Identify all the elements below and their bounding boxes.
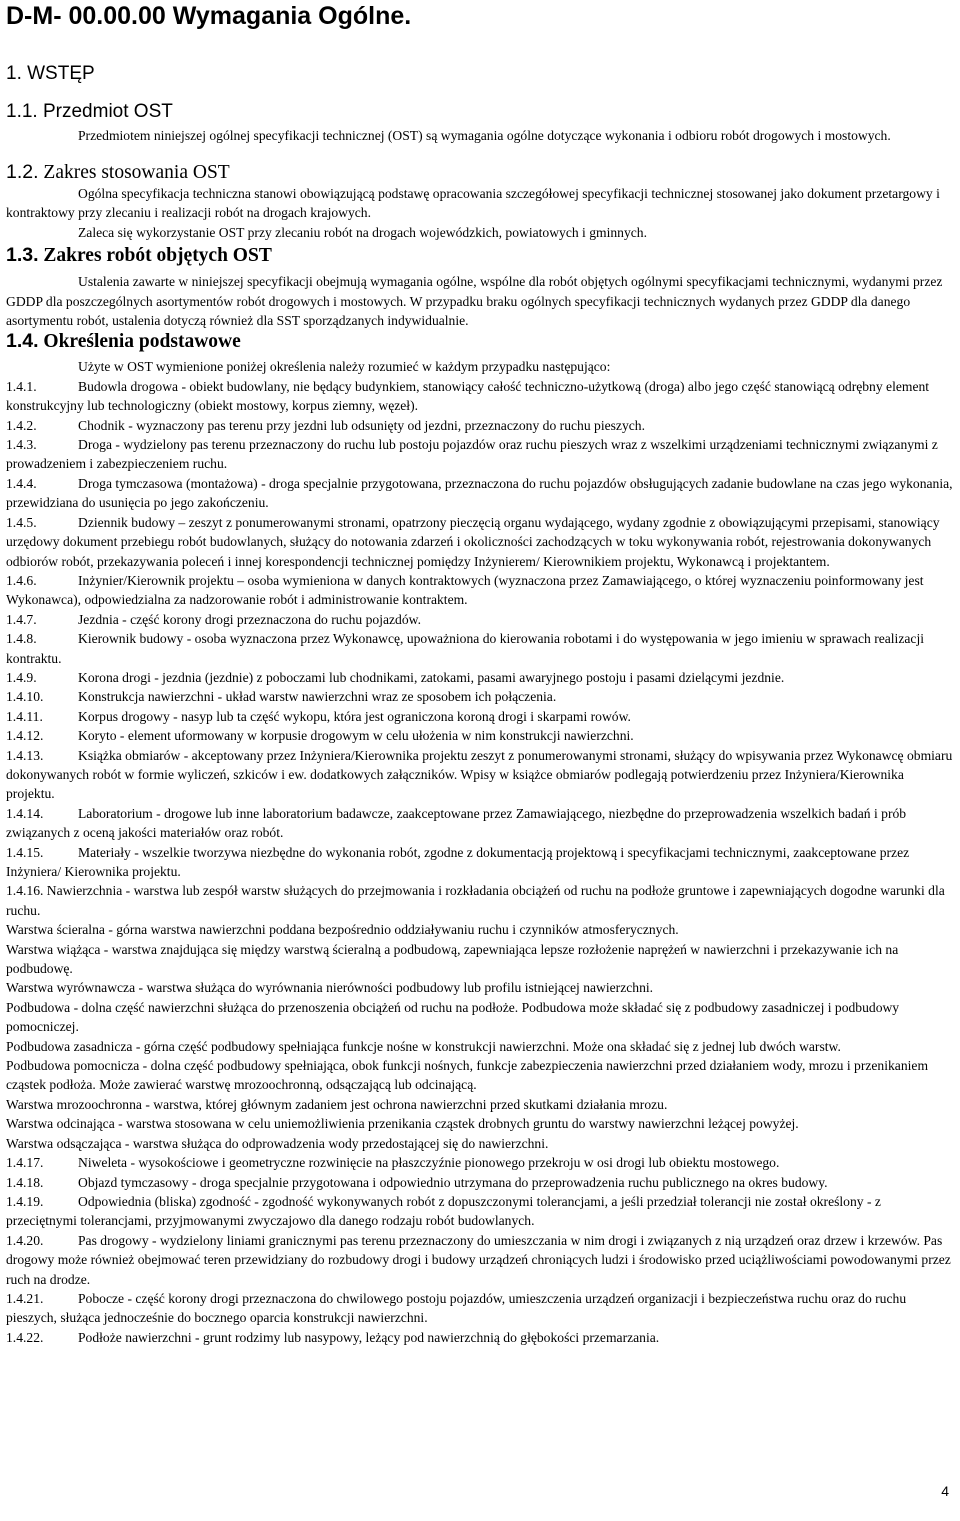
heading-text: Przedmiot OST	[42, 101, 173, 122]
layer-definition: Warstwa mrozoochronna - warstwa, której głównym zadaniem jest ochrona nawierzchni przed skutkami działania mrozu.	[6, 1096, 668, 1112]
definition-text: Chodnik - wyznaczony pas terenu przy jezdni lub odsunięty od jezdni, przeznaczony do ruchu pieszych.	[78, 417, 645, 433]
definition-number: 1.4.2.	[6, 417, 37, 433]
definition-item	[6, 1173, 954, 1192]
definition-text: Koryto - element uformowany w korpusie drogowym w celu ułożenia w nim konstrukcji nawierzchni.	[78, 728, 634, 744]
page-number: 4	[941, 1483, 949, 1499]
definition-1-4-16: 1.4.16. Nawierzchnia - warstwa lub zespół warstw służących do przejmowania i rozkładania obciążeń od ruchu na podłoże gruntowe i zapewniających dogodne warunki dla ruchu.	[6, 883, 945, 918]
definition-item	[6, 629, 954, 668]
definition-text: Odpowiednia (bliska) zgodność - zgodność wykonywanych robót z dopuszczonymi tolerancjami, a jeśli przedział tolerancji nie został określony - z przeciętnymi tolerancjami, przyjmowanymi zwyczajowo dla danego rodzaju robót budowlanych.	[6, 1193, 881, 1229]
layers-list	[6, 920, 954, 1153]
definition-item	[6, 726, 954, 745]
definition-number: 1.4.6.	[6, 572, 37, 588]
definition-text: Droga - wydzielony pas terenu przeznaczony do ruchu lub postoju pojazdów oraz ruchu pieszych wraz z wszelkimi urządzeniami technicznymi związanymi z prowadzeniem i zabezpieczeniem ruchu.	[6, 437, 938, 472]
layer-definition: Warstwa ścieralna - górna warstwa nawierzchni poddana bezpośrednio oddziaływaniu ruchu i czynników atmosferycznych.	[6, 922, 679, 938]
definition-item	[6, 843, 954, 882]
definition-number: 1.4.13.	[6, 747, 44, 763]
section-heading-1-4	[6, 332, 241, 351]
heading-number: 1.2.	[6, 161, 39, 183]
heading-text: Zakres stosowania OST	[43, 162, 230, 183]
document-title: D-M- 00.00.00 Wymagania Ogólne.	[6, 2, 412, 30]
layer-definition: Podbudowa pomocnicza - dolna część podbudowy spełniająca, obok funkcji nośnych, funkcje zabezpieczenia nawierzchni przed działaniem wody, mrozu i przenikaniem cząstek podłoża. Może zawierać warstwę mrozoochronną, odsączającą lub odcinającą.	[6, 1058, 929, 1093]
definition-number: 1.4.22.	[6, 1329, 44, 1345]
definition-number: 1.4.5.	[6, 514, 37, 530]
definition-number: 1.4.20.	[6, 1232, 44, 1248]
definition-text: Inżynier/Kierownik projektu – osoba wymieniona w danych kontraktowych (wyznaczona przez Zamawiającego, o której wyznaczeniu poinformowany jest Wykonawca), odpowiedzialna za nadzorowanie robót i administrowanie kontraktem.	[6, 572, 924, 608]
definition-item	[6, 513, 954, 571]
definition-item	[6, 610, 954, 629]
definition-item	[6, 416, 954, 435]
definition-item	[6, 746, 954, 804]
definition-item	[6, 804, 954, 843]
definition-item	[6, 474, 954, 513]
definition-number: 1.4.14.	[6, 805, 44, 821]
layer-definition: Warstwa wiążąca - warstwa znajdująca się między warstwą ścieralną a podbudową, zapewniająca lepsze rozłożenie naprężeń w nawierzchni i przekazywanie ich na podbudowę.	[6, 941, 899, 977]
definition-item	[6, 1289, 954, 1328]
definition-item	[6, 1192, 954, 1231]
definition-text: Jezdnia - część korony drogi przeznaczona do ruchu pojazdów.	[78, 611, 421, 627]
definition-item	[6, 687, 954, 706]
definition-number: 1.4.12.	[6, 728, 44, 744]
definition-text: Budowla drogowa - obiekt budowlany, nie będący budynkiem, stanowiący całość techniczno-użytkową (droga) albo jego część stanowiącą odrębny element konstrukcyjny lub technologiczny (obiekt mostowy, korpus ziemny, węzeł).	[6, 378, 930, 414]
definition-number: 1.4.21.	[6, 1290, 44, 1306]
layer-definition: Warstwa wyrównawcza - warstwa służąca do wyrównania nierówności podbudowy lub profilu istniejącej nawierzchni.	[6, 980, 654, 996]
heading-number: 1.3.	[6, 244, 39, 267]
heading-text: Określenia podstawowe	[43, 331, 241, 353]
paragraph-1-2-b: Zaleca się wykorzystanie OST przy zlecaniu robót na drogach wojewódzkich, powiatowych i gminnych.	[78, 224, 647, 240]
definition-number: 1.4.9.	[6, 669, 37, 685]
definition-item	[6, 668, 954, 687]
definition-number: 1.4.19.	[6, 1193, 44, 1209]
definitions-list	[6, 377, 954, 882]
definition-text: Materiały - wszelkie tworzywa niezbędne do wykonania robót, zgodne z dokumentacją projektową i specyfikacjami technicznymi, zaakceptowane przez Inżyniera/ Kierownika projektu.	[6, 844, 910, 879]
definition-number: 1.4.10.	[6, 689, 44, 705]
layer-definition: Podbudowa zasadnicza - górna część podbudowy spełniająca funkcje nośne w konstrukcji nawierzchni. Może ona składać się z jednej lub dwóch warstw.	[6, 1038, 841, 1054]
definition-text: Konstrukcja nawierzchni - układ warstw nawierzchni wraz ze sposobem ich połączenia.	[78, 689, 557, 705]
section-heading-1-3	[6, 246, 272, 265]
definition-text: Objazd tymczasowy - droga specjalnie przygotowana i odpowiednio utrzymana do przeprowadzenia ruchu publicznego na okres budowy.	[78, 1174, 828, 1190]
layer-definition: Podbudowa - dolna część nawierzchni służąca do przenoszenia obciążeń od ruchu na podłoże. Podbudowa może składać się z podbudowy zasadniczej i podbudowy pomocniczej.	[6, 999, 900, 1035]
paragraph-1-2-a: Ogólna specyfikacja techniczna stanowi obowiązującą podstawę opracowania szczegółowej specyfikacji technicznej stosowanej jako dokument przetargowy i kontraktowy przy zlecaniu i realizacji robót na drogach krajowych.	[6, 186, 940, 221]
definition-text: Podłoże nawierzchni - grunt rodzimy lub nasypowy, leżący pod nawierzchnią do głębokości przemarzania.	[78, 1329, 660, 1345]
definition-number: 1.4.15.	[6, 844, 44, 860]
definition-item	[6, 1231, 954, 1289]
heading-number: 1.1.	[6, 101, 38, 122]
definitions-list-2	[6, 1153, 954, 1347]
paragraph-1-4: Użyte w OST wymienione poniżej określenia należy rozumieć w każdym przypadku następująco:	[78, 359, 611, 375]
definition-text: Dziennik budowy – zeszyt z ponumerowanymi stronami, opatrzony pieczęcią organu wydającego, wydany zgodnie z obowiązującymi przepisami, stanowiący urzędowy dokument przebiegu robót budowlanych, służący do notowania zdarzeń i okoliczności zachodzących w toku wykonywania robót, rejestrowania dokonywanych odbiorów robót, przekazywania poleceń i innej korespondencji technicznej pomiędzy Inżynierem/ Kierownikiem projektu, Wykonawcą i projektantem.	[6, 514, 940, 569]
document-body	[6, 184, 954, 1347]
definition-text: Pobocze - część korony drogi przeznaczona do chwilowego postoju pojazdów, umieszczenia urządzeń organizacji i bezpieczeństwa ruchu oraz do ruchu pieszych, służąca jednocześnie do bocznego oparcia konstrukcji nawierzchni.	[6, 1290, 907, 1326]
layer-definition: Warstwa odcinająca - warstwa stosowana w celu uniemożliwienia przenikania cząstek drobnych gruntu do warstwy nawierzchni leżącej powyżej.	[6, 1116, 799, 1132]
definition-text: Kierownik budowy - osoba wyznaczona przez Wykonawcę, upoważniona do kierowania robotami i do występowania w jego imieniu w sprawach realizacji kontraktu.	[6, 631, 924, 666]
definition-item	[6, 1153, 954, 1172]
definition-number: 1.4.1.	[6, 378, 37, 394]
definition-item	[6, 571, 954, 610]
definition-text: Pas drogowy - wydzielony liniami granicznymi pas terenu przeznaczony do umieszczania w nim drogi i związanych z nią urządzeń oraz drzew i krzewów. Pas drogowy może również obejmować teren przewidziany do rozbudowy drogi i budowy urządzeń chroniących ludzi i środowisko przed uciążliwościami powodowanymi przez ruch na drodze.	[6, 1232, 951, 1287]
definition-number: 1.4.11.	[6, 708, 43, 724]
definition-number: 1.4.7.	[6, 611, 37, 627]
heading-text: Zakres robót objętych OST	[43, 245, 272, 267]
definition-number: 1.4.18.	[6, 1174, 44, 1190]
definition-text: Droga tymczasowa (montażowa) - droga specjalnie przygotowana, przeznaczona do ruchu pojazdów obsługujących zadanie budowlane na czas jego wykonania, przewidziana do usunięcia po jego zakończeniu.	[6, 475, 953, 511]
definition-item	[6, 377, 954, 416]
paragraph-1-1: Przedmiotem niniejszej ogólnej specyfikacji technicznej (OST) są wymagania ogólne dotyczące wykonania i odbioru robót drogowych i mostowych.	[78, 128, 891, 143]
definition-item	[6, 707, 954, 726]
definition-number: 1.4.3.	[6, 437, 37, 453]
definition-item	[6, 1328, 954, 1347]
definition-text: Książka obmiarów - akceptowany przez Inżyniera/Kierownika projektu zeszyt z ponumerowanymi stronami, służący do wpisywania przez Wykonawcę obmiaru dokonywanych robót w formie wyliczeń, szkiców i ew. dodatkowych załączników. Wpisy w książce obmiarów podlegają potwierdzeniu przez Inżyniera/Kierownika projektu.	[6, 747, 953, 802]
definition-number: 1.4.17.	[6, 1155, 44, 1171]
layer-definition: Warstwa odsączająca - warstwa służąca do odprowadzenia wody przedostającej się do nawierzchni.	[6, 1135, 549, 1151]
definition-item	[6, 435, 954, 474]
section-heading-1-1	[6, 101, 173, 123]
definition-number: 1.4.8.	[6, 631, 37, 647]
definition-text: Laboratorium - drogowe lub inne laboratorium badawcze, zaakceptowane przez Zamawiającego, niezbędne do przeprowadzenia wszelkich badań i prób związanych z oceną jakości materiałów oraz robót.	[6, 805, 907, 841]
section-heading-1-2	[6, 161, 230, 184]
definition-number: 1.4.4.	[6, 475, 37, 491]
section-heading-1: 1. WSTĘP	[6, 63, 95, 84]
definition-text: Korona drogi - jezdnia (jezdnie) z poboczami lub chodnikami, zatokami, pasami awaryjnego postoju i pasami dzielącymi jezdnie.	[78, 669, 785, 685]
heading-number: 1.4.	[6, 330, 39, 353]
definition-text: Niweleta - wysokościowe i geometryczne rozwinięcie na płaszczyźnie pionowego przekroju w osi drogi lub obiektu mostowego.	[78, 1155, 780, 1171]
definition-text: Korpus drogowy - nasyp lub ta część wykopu, która jest ograniczona koroną drogi i skarpami rowów.	[78, 708, 631, 724]
paragraph-1-3: Ustalenia zawarte w niniejszej specyfikacji obejmują wymagania ogólne, wspólne dla robót objętych ogólnymi specyfikacjami technicznymi, wydanymi przez GDDP dla poszczególnych asortymentów robót drogowych i mostowych. W przypadku braku ogólnych specyfikacji technicznych wydanych przez GDDP dla danego asortymentu robót, ustalenia dotyczą również dla SST sporządzanych indywidualnie.	[6, 274, 943, 329]
